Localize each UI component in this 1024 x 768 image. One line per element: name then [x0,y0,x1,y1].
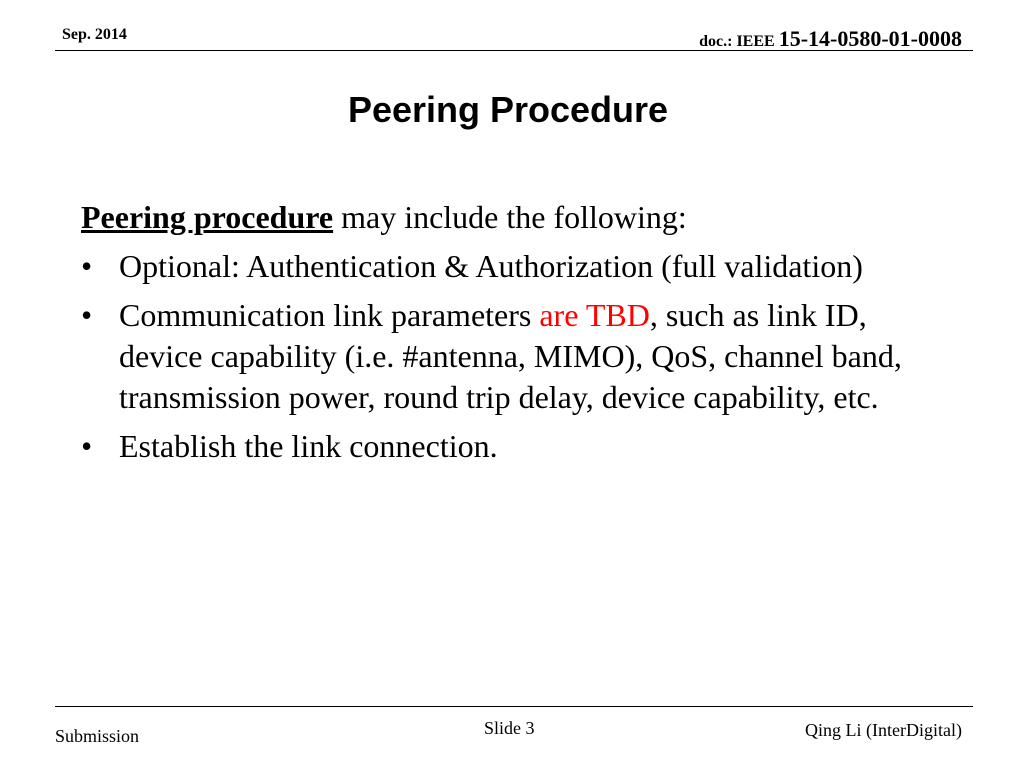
footer-author: Qing Li (InterDigital) [805,720,962,740]
bullet-marker: • [81,297,93,333]
intro-emphasis: Peering procedure [81,199,334,235]
bullet-text-post: , such as link ID, device capability (i.e. #antenna, MIMO), QoS, channel band, transmission power, round trip delay, device capability, etc. [119,297,902,415]
bullet-list [81,246,951,467]
intro-rest: may include the following: [333,199,687,235]
header-doc-id [699,26,962,52]
header-doc-prefix: doc.: IEEE [699,33,779,50]
bullet-highlight-tbd: are TBD [539,297,650,333]
bullet-item [81,426,951,467]
bullet-marker: • [81,428,93,464]
footer-slide-number: Slide 3 [484,718,535,738]
header-date: Sep. 2014 [62,26,127,43]
header-divider [55,50,973,51]
bullet-item [81,246,951,287]
bullet-text: Optional: Authentication & Authorization (full validation) [119,248,863,284]
footer-divider [55,706,973,707]
bullet-item [81,295,951,418]
bullet-marker: • [81,248,93,284]
bullet-text-pre: Communication link parameters [119,297,540,333]
bullet-text: Establish the link connection. [119,428,498,464]
footer-submission: Submission [55,726,140,746]
slide-body [81,197,951,475]
intro-line [81,197,951,238]
header-doc-number: 15-14-0580-01-0008 [778,26,962,51]
slide-title: Peering Procedure [347,89,669,130]
